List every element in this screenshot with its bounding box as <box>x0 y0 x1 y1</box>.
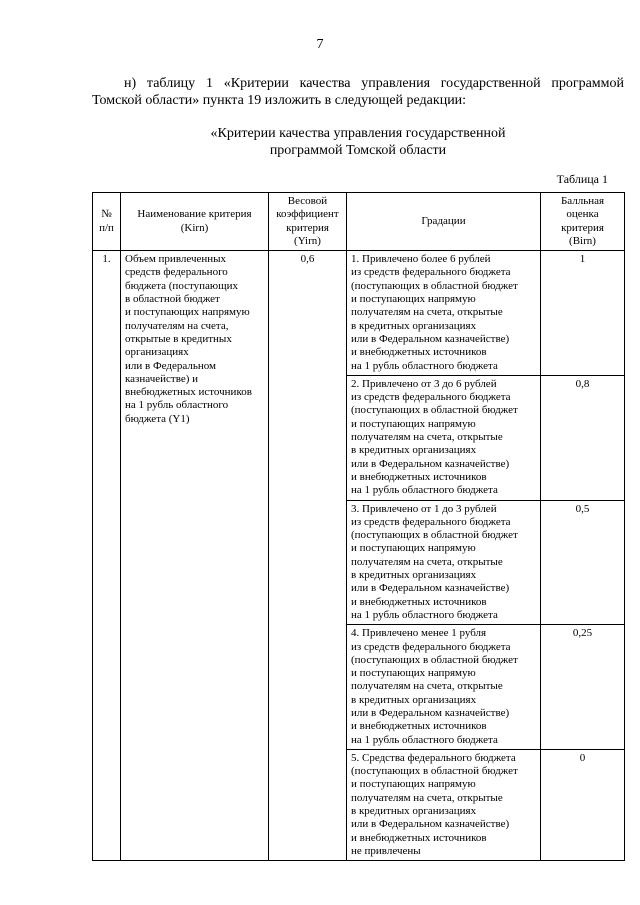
gradation-2: 2. Привлечено от 3 до 6 рублей из средств федерального бюджета (поступающих в областной бюджет и поступающих напрямую получателям на счета, открытые в кредитных организациях или в Федеральном казначействе) и внебюджетных источников на 1 рубль областного бюджета <box>347 375 541 500</box>
table-row <box>93 251 625 376</box>
gradation-4: 4. Привлечено менее 1 рубля из средств федерального бюджета (поступающих в областной бюджет и поступающих напрямую получателям на счета, открытые в кредитных организациях или в Федеральном казначействе) и внебюджетных источников на 1 рубль областного бюджета <box>347 625 541 750</box>
table-label: Таблица 1 <box>556 172 608 186</box>
score-1: 1 <box>541 251 625 376</box>
criterion-name: Объем привлеченных средств федерального бюджета (поступающих в областной бюджет и поступающих напрямую получателям на счета, открытые в кредитных организациях или в Федеральном казначействе) и внебюджетных источников на 1 рубль областного бюджета (Y1) <box>121 251 269 861</box>
heading-line-1: «Критерии качества управления государственной <box>210 126 506 141</box>
gradation-1: 1. Привлечено более 6 рублей из средств федерального бюджета (поступающих в областной бюджет и поступающих напрямую получателям на счета, открытые в кредитных организациях или в Федеральном казначействе) и внебюджетных источников на 1 рубль областного бюджета <box>347 251 541 376</box>
score-4: 0,25 <box>541 625 625 750</box>
table-header-row <box>93 193 625 251</box>
criteria-table <box>92 192 625 861</box>
table-heading <box>92 125 624 159</box>
row-num: 1. <box>93 251 121 861</box>
header-name: Наименование критерия (Kirn) <box>121 193 269 251</box>
score-5: 0 <box>541 749 625 860</box>
intro-line-1: н) таблицу 1 «Критерии качества управления государственной программой <box>124 76 624 91</box>
page-number: 7 <box>316 37 324 52</box>
criterion-weight: 0,6 <box>269 251 347 861</box>
score-2: 0,8 <box>541 375 625 500</box>
header-score: Балльная оценка критерия (Birn) <box>541 193 625 251</box>
intro-paragraph <box>92 75 624 109</box>
header-weight: Весовой коэффициент критерия (Yirn) <box>269 193 347 251</box>
intro-line-2: Томской области» пункта 19 изложить в следующей редакции: <box>92 93 467 108</box>
gradation-3: 3. Привлечено от 1 до 3 рублей из средств федерального бюджета (поступающих в областной бюджет и поступающих напрямую получателям на счета, открытые в кредитных организациях или в Федеральном казначействе) и внебюджетных источников на 1 рубль областного бюджета <box>347 500 541 625</box>
header-gradations: Градации <box>347 193 541 251</box>
gradation-5: 5. Средства федерального бюджета (поступающих в областной бюджет и поступающих напрямую получателям на счета, открытые в кредитных организациях или в Федеральном казначействе) и внебюджетных источников не привлечены <box>347 749 541 860</box>
score-3: 0,5 <box>541 500 625 625</box>
heading-line-2: программой Томской области <box>269 143 447 158</box>
header-num: № п/п <box>93 193 121 251</box>
